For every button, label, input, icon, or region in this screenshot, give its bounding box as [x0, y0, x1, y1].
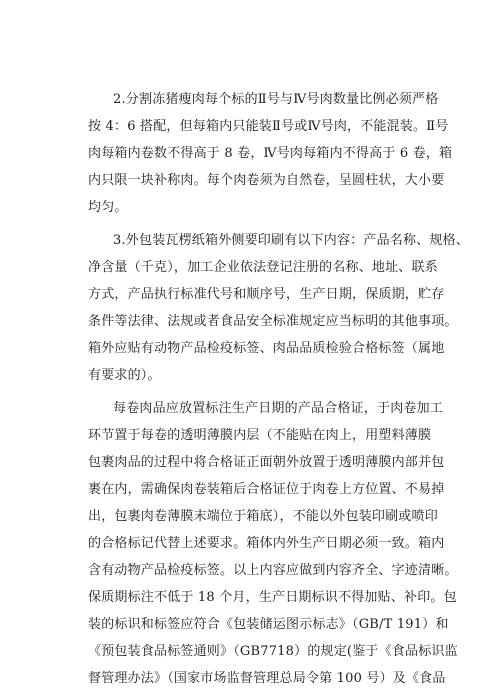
text-line: 箱外应贴有动物产品检疫标签、肉品品质检验合格标签（属地 — [88, 341, 445, 356]
text-line: 《预包装食品标签通则》（GB7718）的规定(鉴于《食品标识监 — [88, 644, 458, 659]
text-line: 环节置于每卷的透明薄膜内层（不能贴在肉上，用塑料薄膜 — [88, 428, 432, 443]
text-line: 按 4：6 搭配，但每箱内只能装Ⅱ号或Ⅳ号肉，不能混装。Ⅱ号 — [88, 119, 449, 134]
text-line: 肉每箱内卷数不得高于 8 卷，Ⅳ号肉每箱内不得高于 6 卷，箱 — [88, 146, 453, 161]
text-line: 内只限一块补称肉。每个肉卷须为自然卷，呈圆柱状，大小要 — [88, 173, 445, 188]
text-line: 含有动物产品检疫标签。以上内容应做到内容齐全、字迹清晰。 — [88, 563, 458, 578]
text-line: 每卷肉品应放置标注生产日期的产品合格证，于肉卷加工 — [113, 401, 444, 416]
text-line: 裹在内，需确保肉卷装箱后合格证位于肉卷上方位置、不易掉 — [88, 482, 445, 497]
text-line: 均匀。 — [88, 200, 128, 215]
text-line: 督管理办法》（国家市场监督管理总局令第 100 号）及《食品 — [88, 671, 446, 686]
text-line: 保质期标注不低于 18 个月，生产日期标识不得加贴、补印。包 — [88, 590, 457, 605]
text-line: 装的标识和标签应符合《包装储运图示标志》（GB/T 191）和 — [88, 617, 449, 632]
text-line: 出，包裹肉卷薄膜末端位于箱底），不能以外包装印刷或喷印 — [88, 509, 438, 524]
text-line: 条件等法律、法规或者食品安全标准规定应当标明的其他事项。 — [88, 314, 458, 329]
text-line: 有要求的）。 — [88, 368, 161, 383]
text-line: 3.外包装瓦楞纸箱外侧要印刷有以下内容：产品名称、规格、 — [113, 233, 470, 248]
text-line: 的合格标记代替上述要求。箱体内外生产日期必须一致。箱内 — [88, 536, 445, 551]
text-line: 2.分割冻猪瘦肉每个标的Ⅱ号与Ⅳ号肉数量比例必须严格 — [113, 92, 439, 107]
text-line: 净含量（千克），加工企业依法登记注册的名称、地址、联系 — [88, 260, 438, 275]
text-line: 方式，产品执行标准代号和顺序号，生产日期，保质期，贮存 — [88, 287, 445, 302]
text-line: 包裹肉品的过程中将合格证正面朝外放置于透明薄膜内部并包 — [88, 455, 445, 470]
